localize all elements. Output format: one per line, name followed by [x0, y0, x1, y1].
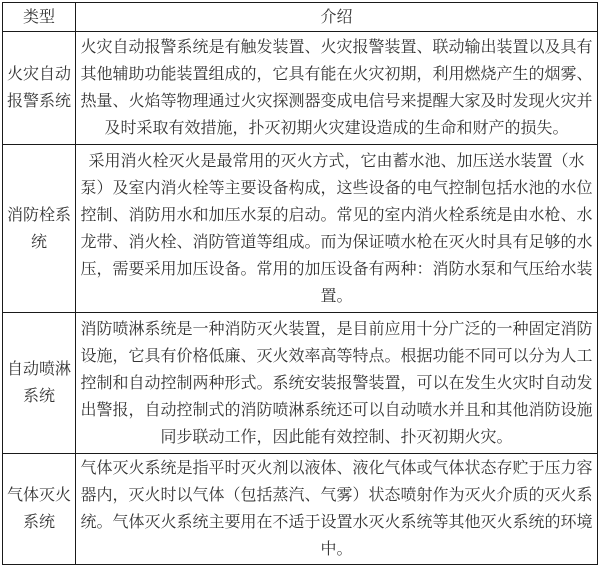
table-header	[3, 3, 598, 32]
system-description-cell: 消防喷淋系统是一种消防灭火装置，是目前应用十分广泛的一种固定消防设施，它具有价格低廉、灭火效率高等特点。根据功能不同可以分为人工控制和自动控制两种形式。系统安装报警装置，可以在发生火灾时自动发出警报，自动控制式的消防喷淋系统还可以自动喷水并且和其他消防设施同步联动工作，因此能有效控制、扑灭初期火灾。	[76, 313, 598, 454]
system-description-cell: 采用消火栓灭火是最常用的灭火方式，它由蓄水池、加压送水装置（水泵）及室内消火栓等主要设备构成，这些设备的电气控制包括水池的水位控制、消防用水和加压水泵的启动。常见的室内消火栓系统是由水枪、水龙带、消火栓、消防管道等组成。而为保证喷水枪在灭火时具有足够的水压，需要采用加压设备。常用的加压设备有两种：消防水泵和气压给水装置。	[76, 145, 598, 313]
header-row	[3, 3, 598, 32]
system-type-cell: 火灾自动报警系统	[3, 32, 76, 145]
system-type-cell: 气体灭火系统	[3, 454, 76, 565]
system-description-cell: 气体灭火系统是指平时灭火剂以液体、液化气体或气体状态存贮于压力容器内，灭火时以气体（包括蒸汽、气雾）状态喷射作为灭火介质的灭火系统。气体灭火系统主要用在不适于设置水灭火系统等其他灭火系统的环境中。	[76, 454, 598, 565]
table-row	[3, 454, 598, 565]
system-description-cell: 火灾自动报警系统是有触发装置、火灾报警装置、联动输出装置以及具有其他辅助功能装置组成的，它具有能在火灾初期，利用燃烧产生的烟雾、热量、火焰等物理通过火灾探测器变成电信号来提醒大家及时发现火灾并及时采取有效措施，扑灭初期火灾建设造成的生命和财产的损失。	[76, 32, 598, 145]
table-row	[3, 313, 598, 454]
table-row	[3, 32, 598, 145]
column-header-type: 类型	[3, 3, 76, 32]
system-type-cell: 自动喷淋系统	[3, 313, 76, 454]
fire-systems-table	[2, 2, 598, 565]
system-type-cell: 消防栓系统	[3, 145, 76, 313]
table-row	[3, 145, 598, 313]
column-header-description: 介绍	[76, 3, 598, 32]
table-body	[3, 32, 598, 565]
